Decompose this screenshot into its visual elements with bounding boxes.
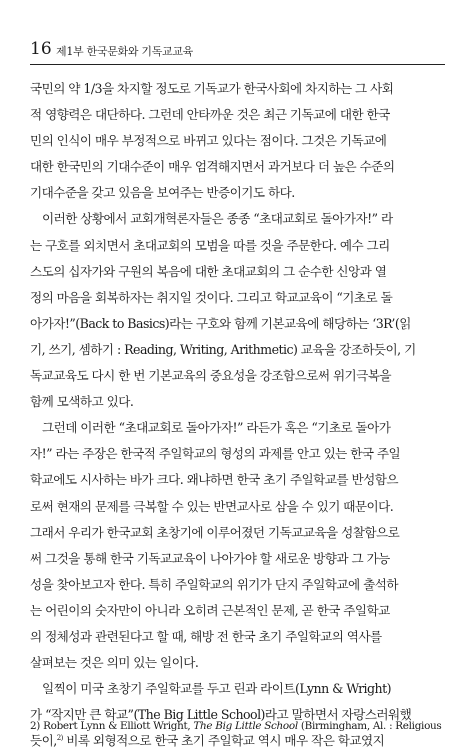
footnote-number: 2) — [30, 720, 41, 732]
footnote-book-title: The Big Little School — [193, 720, 298, 732]
text-line: 스도의 십자가와 구원의 복음에 대한 초대교회의 그 순수한 신앙과 열 — [30, 263, 387, 279]
text-line: 대한 한국민의 기대수준이 매우 엄격해지면서 과거보다 더 높은 수준의 — [30, 159, 395, 175]
text-line: 그래서 우리가 한국교회 초창기에 이루어졌던 기독교교육을 성찰함으로 — [30, 524, 400, 540]
page-number: 16 — [30, 39, 52, 59]
text-line: 아가자!”(Back to Basics)라는 구호와 함께 기본교육에 해당하는 ‘3R’(읽 — [30, 315, 411, 331]
footnote-reference[interactable]: 2) — [56, 734, 63, 743]
text-line: 기대수준을 갖고 있음을 보여주는 반증이기도 하다. — [30, 185, 295, 201]
text-line: 독교교육도 다시 한 번 기본교육의 중요성을 강조함으로써 위기극복을 — [30, 368, 392, 384]
footnote-authors: Robert Lynn & Elliott Wright, — [43, 720, 191, 732]
running-header — [30, 40, 445, 65]
text-line: 살펴보는 것은 의미 있는 일이다. — [30, 655, 199, 671]
text-line: 기, 쓰기, 셈하기 : Reading, Writing, Arithmetic) 교육을 강조하듯이, 기 — [30, 341, 416, 357]
text-line: 학교에도 시사하는 바가 크다. 왜냐하면 한국 초기 주일학교를 반성함으 — [30, 472, 398, 488]
text-line — [30, 728, 450, 754]
text-line: 그런데 이러한 “초대교회로 돌아가자!” 라든가 혹은 “기초로 돌아가 — [42, 420, 391, 436]
text-line: 국민의 약 1/3을 차지할 정도로 기독교가 한국사회에 차지하는 그 사회 — [30, 81, 394, 96]
body-text — [30, 76, 450, 754]
text-line: 는 어린이의 숫자만이 아니라 오히려 근본적인 문제, 곧 한국 주일학교 — [30, 602, 390, 618]
text-line: 는 구호를 외치면서 초대교회의 모범을 따를 것을 주문한다. 예수 그리 — [30, 237, 390, 253]
footnote-publisher: (Birmingham, Al. : Religious — [300, 720, 442, 732]
text-line: 로써 현재의 문제를 극복할 수 있는 반면교사로 삼을 수 있기 때문이다. — [30, 498, 394, 514]
footnote — [30, 720, 450, 732]
text-line: 정의 마음을 회복하자는 취지일 것이다. 그리고 학교교육이 “기초로 돌 — [30, 289, 393, 305]
running-title: 제1부 한국문화와 기독교교육 — [56, 45, 194, 58]
text-line: 성을 찾아보고자 한다. 특히 주일학교의 위기가 단지 주일학교에 출석하 — [30, 576, 398, 592]
text-line: 의 정체성과 관련된다고 할 때, 해방 전 한국 초기 주일학교의 역사를 — [30, 628, 382, 644]
text-line: 가 “작지만 큰 학교”(The Big Little School)라고 말하면서 자랑스러워했 — [30, 707, 412, 723]
text-line: 적 영향력은 대단하다. 그런데 안타까운 것은 최근 기독교에 대한 한국 — [30, 107, 390, 123]
text-line-start: 듯이, — [30, 733, 57, 749]
text-line: 써 그것을 통해 한국 기독교교육이 나아가야 할 새로운 방향과 그 가능 — [30, 550, 390, 566]
text-line: 함께 모색하고 있다. — [30, 394, 134, 410]
text-line-end: 비록 외형적으로 한국 초기 주일학교 역시 매우 작은 학교였지 — [66, 733, 385, 749]
text-line: 일찍이 미국 초창기 주일학교를 두고 린과 라이트(Lynn & Wright) — [42, 681, 391, 697]
text-line: 민의 인식이 매우 부정적으로 바뀌고 있다는 점이다. 그것은 기독교에 — [30, 133, 387, 149]
text-line: 이러한 상황에서 교회개혁론자들은 종종 “초대교회로 돌아가자!” 라 — [42, 211, 393, 227]
text-line: 자!” 라는 주장은 한국적 주일학교의 형성의 과제를 안고 있는 한국 주일 — [30, 446, 401, 462]
